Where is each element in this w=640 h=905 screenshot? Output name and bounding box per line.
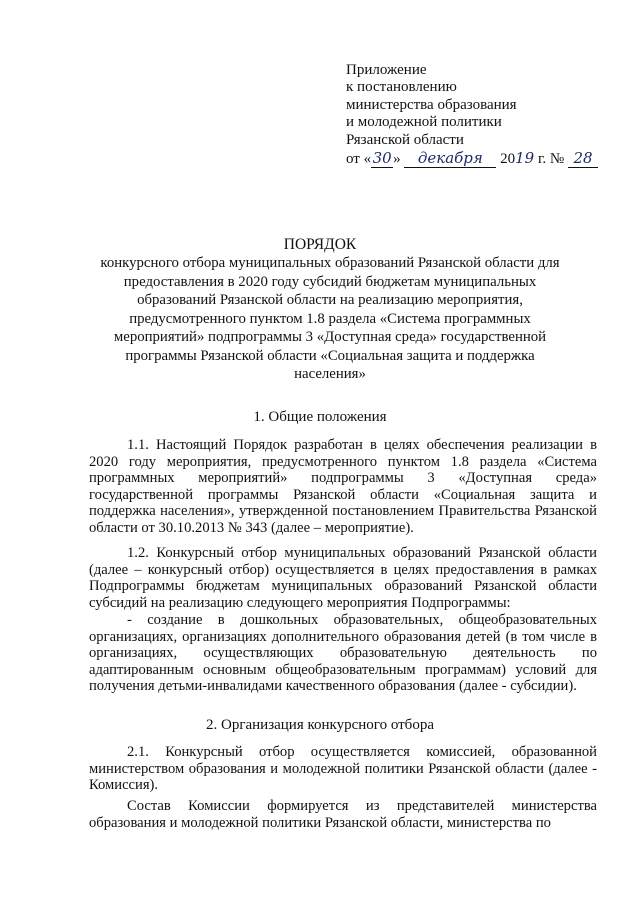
date-year-prefix: 20 xyxy=(500,150,516,167)
date-prefix: от « xyxy=(346,150,372,167)
approval-stamp xyxy=(346,62,606,167)
stamp-line-4: и молодежной политики xyxy=(346,114,502,131)
section-1-paragraph-1 xyxy=(89,437,597,537)
paragraph-text: 1.1. Настоящий Порядок разработан в целях обеспечения реализации в 2020 году мероприятия, предусмотренного пунктом 1.8 раздела «Система программных мероприятий» подпрограммы 3 «Доступная среда» государственной программы Рязанской области «Социальная защита и поддержка населения», утвержденной постановлением Правительства Рязанской области от 30.10.2013 № 343 (далее – мероприятие). xyxy=(89,437,597,536)
stamp-line-5: Рязанской области xyxy=(346,131,464,148)
stamp-line-2: к постановлению xyxy=(346,79,457,96)
document-number: 28 xyxy=(568,150,598,168)
paragraph-text: 1.2. Конкурсный отбор муниципальных образований Рязанской области (далее – конкурсный отбор) осуществляется в целях предоставления в рамках Подпрограммы бюджетам муниципальных образований Рязанской области субсидий на реализацию следующего мероприятия Подпрограммы: xyxy=(89,545,597,611)
date-day: 30 xyxy=(372,148,392,167)
date-month: декабря xyxy=(404,150,496,168)
section-1-paragraph-3 xyxy=(89,612,597,695)
section-1-paragraph-2 xyxy=(89,545,597,611)
stamp-line-1: Приложение xyxy=(346,62,427,78)
paragraph-text: Состав Комиссии формируется из представителей министерства образования и молодежной политики Рязанской области, министерства по xyxy=(89,798,597,831)
paragraph-text: - создание в дошкольных образовательных, общеобразовательных организациях, организациях дополнительного образования детей (в том числе в организациях, осуществляющих образовательную деятельность по адаптированным основным общеобразовательным программам) условий для получения детьми-инвалидами качественного образования (далее - субсидии). xyxy=(89,612,597,695)
section-2-paragraph-2 xyxy=(89,798,597,831)
date-year-suffix: 19 xyxy=(515,148,535,167)
section-1-heading: 1. Общие положения xyxy=(253,409,387,425)
paragraph-text: 2.1. Конкурсный отбор осуществляется комиссией, образованной министерством образования и молодежной политики Рязанской области (далее - Комиссия). xyxy=(89,744,597,794)
stamp-date-line xyxy=(346,150,606,167)
date-suffix: г. № xyxy=(537,150,565,167)
stamp-line-3: министерства образования xyxy=(346,96,517,113)
date-mid: » xyxy=(393,150,401,167)
document-subtitle: конкурсного отбора муниципальных образований Рязанской области для предоставления в 2020 году субсидий бюджетам муниципальных образований Рязанской области на реализацию мероприятия, предусмотренного пунктом 1.8 раздела «Система программных мероприятий» подпрограммы 3 «Доступная среда» государственной программы Рязанской области «Социальная защита и поддержка населения» xyxy=(100,255,560,382)
section-2-heading: 2. Организация конкурсного отбора xyxy=(206,717,434,733)
document-title: ПОРЯДОК xyxy=(283,236,357,253)
section-2-paragraph-1 xyxy=(89,744,597,794)
